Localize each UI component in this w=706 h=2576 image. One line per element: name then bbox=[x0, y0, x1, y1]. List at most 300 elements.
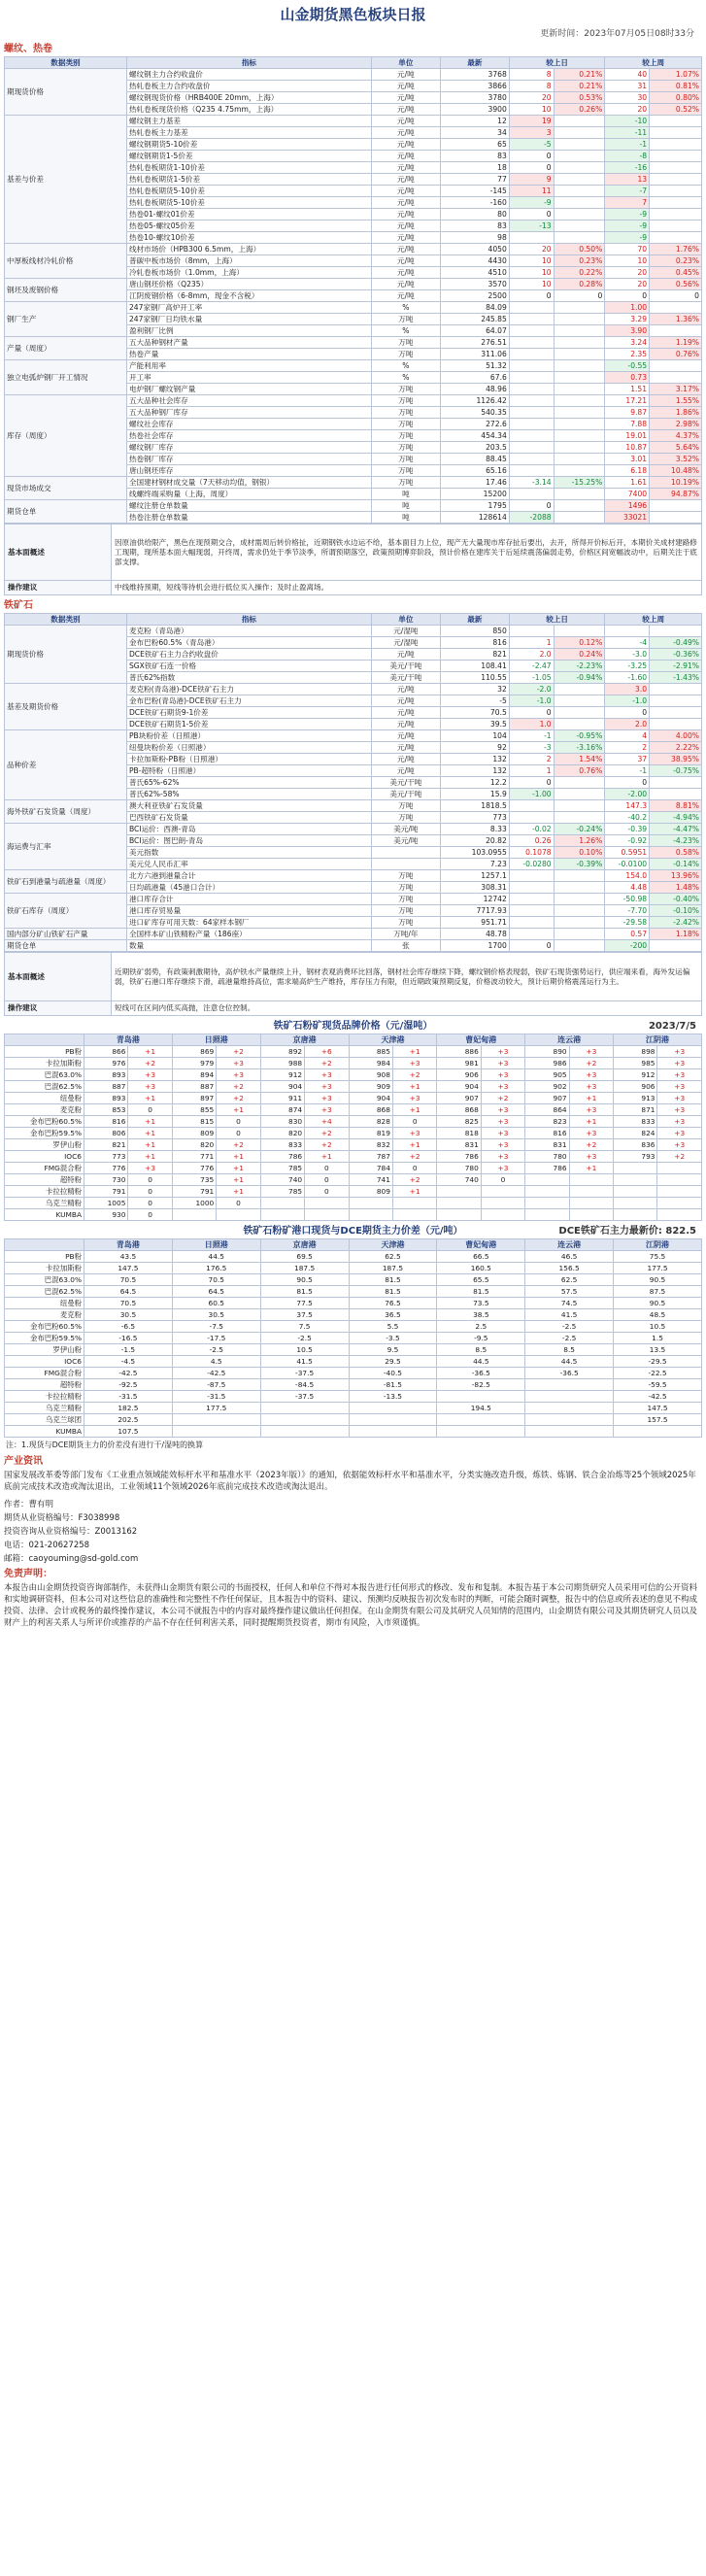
basis-value: 90.5 bbox=[260, 1274, 349, 1286]
port-price bbox=[349, 1198, 392, 1209]
iron-indicator: DCE铁矿石主力合约收盘价 bbox=[126, 649, 371, 661]
rebar-category: 基差与价差 bbox=[5, 116, 127, 244]
iron-wow-abs bbox=[605, 626, 650, 637]
rebar-dod-abs: 0 bbox=[509, 290, 554, 302]
rebar-unit: 元/吨 bbox=[371, 267, 440, 279]
port-brand: 巴混62.5% bbox=[5, 1081, 84, 1093]
iron-category: 海运费与汇率 bbox=[5, 824, 127, 870]
rebar-wow-pct: 1.07% bbox=[650, 69, 702, 81]
port-price: 791 bbox=[84, 1186, 128, 1198]
port-change bbox=[657, 1186, 702, 1198]
port-change bbox=[657, 1198, 702, 1209]
port-change: +3 bbox=[305, 1093, 349, 1104]
rebar-strategy-text: 中线维持预期，短线等待机会进行低位买入操作；及时止盈离场。 bbox=[112, 581, 702, 595]
iron-indicator: 纽曼块粉价差（日照港） bbox=[126, 742, 371, 754]
port-change: +2 bbox=[305, 1139, 349, 1151]
basis-value: 90.5 bbox=[614, 1298, 702, 1309]
rebar-indicator: 热轧卷板主力合约收盘价 bbox=[126, 81, 371, 92]
rebar-wow-abs: 7 bbox=[605, 197, 650, 209]
port-price: 786 bbox=[525, 1163, 569, 1174]
rebar-wow-abs: 7.88 bbox=[605, 419, 650, 430]
rebar-wow-pct bbox=[650, 512, 702, 524]
iron-dod-abs: -2.47 bbox=[509, 661, 554, 672]
iron-wow-abs: -200 bbox=[605, 940, 650, 952]
iron-category: 铁矿石到港量与疏港量（周度） bbox=[5, 870, 127, 894]
port-col-port: 江阴港 bbox=[614, 1034, 702, 1046]
rebar-unit: 元/吨 bbox=[371, 104, 440, 116]
iron-indicator: 进口矿库存可用天数：64家样本钢厂 bbox=[126, 917, 371, 929]
iron-latest: 20.82 bbox=[440, 835, 509, 847]
iron-latest: 821 bbox=[440, 649, 509, 661]
port-price: 791 bbox=[172, 1186, 216, 1198]
port-price bbox=[437, 1198, 481, 1209]
iron-unit: 万吨 bbox=[371, 812, 440, 824]
iron-latest: -5 bbox=[440, 695, 509, 707]
iron-basic-label: 基本面概述 bbox=[5, 953, 112, 1001]
port-change: +3 bbox=[128, 1069, 172, 1081]
rebar-wow-abs: 70 bbox=[605, 244, 650, 255]
rebar-unit: 元/吨 bbox=[371, 244, 440, 255]
port-brand: 卡拉加斯粉 bbox=[5, 1058, 84, 1069]
basis-col-port: 天津港 bbox=[349, 1239, 437, 1251]
port-change: +2 bbox=[392, 1151, 436, 1163]
rebar-indicator: 247家钢厂日均铁水量 bbox=[126, 314, 371, 325]
rebar-dod-pct bbox=[554, 349, 605, 360]
rebar-unit: 元/吨 bbox=[371, 290, 440, 302]
iron-unit: 万吨 bbox=[371, 882, 440, 894]
rebar-category: 钢厂生产 bbox=[5, 302, 127, 337]
iron-wow-pct: 8.81% bbox=[650, 800, 702, 812]
rebar-wow-pct: 0.23% bbox=[650, 255, 702, 267]
port-change: 0 bbox=[128, 1104, 172, 1116]
iron-wow-pct: -1.43% bbox=[650, 672, 702, 684]
iron-wow-abs: -1 bbox=[605, 765, 650, 777]
rebar-unit: % bbox=[371, 360, 440, 372]
rebar-indicator: 螺纹钢主力基差 bbox=[126, 116, 371, 127]
rebar-dod-pct bbox=[554, 209, 605, 220]
rebar-table bbox=[4, 56, 702, 524]
basis-value: 36.5 bbox=[349, 1309, 437, 1321]
basis-value bbox=[172, 1414, 260, 1426]
port-price-row bbox=[5, 1186, 702, 1198]
iron-latest: 773 bbox=[440, 812, 509, 824]
iron-category: 品种价差 bbox=[5, 730, 127, 800]
iron-indicator: 港口库存贸易量 bbox=[126, 905, 371, 917]
port-price: 902 bbox=[525, 1081, 569, 1093]
basis-value: -42.5 bbox=[614, 1391, 702, 1403]
rebar-wow-abs: -7 bbox=[605, 186, 650, 197]
iron-row bbox=[5, 800, 702, 812]
rebar-wow-abs: 10.87 bbox=[605, 442, 650, 454]
port-col-port: 日照港 bbox=[172, 1034, 260, 1046]
iron-indicator: DCE铁矿石期货9-1价差 bbox=[126, 707, 371, 719]
basis-value: -40.5 bbox=[349, 1368, 437, 1379]
iron-latest: 132 bbox=[440, 754, 509, 765]
rebar-dod-abs: -13 bbox=[509, 220, 554, 232]
iron-dod-abs bbox=[509, 882, 554, 894]
update-value: 2023年07月05日08时33分 bbox=[584, 29, 694, 39]
port-col-port: 天津港 bbox=[349, 1034, 437, 1046]
port-price: 912 bbox=[260, 1069, 304, 1081]
iron-latest: 12.2 bbox=[440, 777, 509, 789]
author-email[interactable]: 邮箱：caoyouming@sd-gold.com bbox=[4, 1554, 139, 1564]
port-price-row bbox=[5, 1174, 702, 1186]
port-price-row bbox=[5, 1116, 702, 1128]
port-change: 0 bbox=[392, 1116, 436, 1128]
rebar-wow-pct: 3.17% bbox=[650, 384, 702, 395]
basis-value: 1.5 bbox=[614, 1333, 702, 1344]
rebar-latest: 3768 bbox=[440, 69, 509, 81]
iron-indicator: SGX铁矿石连一价格 bbox=[126, 661, 371, 672]
port-change: +3 bbox=[481, 1151, 524, 1163]
basis-row bbox=[5, 1368, 702, 1379]
port-price: 1005 bbox=[84, 1198, 128, 1209]
rebar-wow-abs: -10 bbox=[605, 116, 650, 127]
industry-title: 产业资讯 bbox=[4, 1456, 43, 1467]
rebar-dod-pct bbox=[554, 186, 605, 197]
port-change: +2 bbox=[217, 1093, 260, 1104]
iron-wow-abs: 154.0 bbox=[605, 870, 650, 882]
basis-brand: 罗伊山粉 bbox=[5, 1344, 84, 1356]
port-price bbox=[614, 1163, 657, 1174]
port-price: 904 bbox=[349, 1093, 392, 1104]
iron-dod-abs: -2.0 bbox=[509, 684, 554, 695]
basis-value: -2.5 bbox=[260, 1333, 349, 1344]
rebar-dod-pct bbox=[554, 220, 605, 232]
basis-value: -31.5 bbox=[172, 1391, 260, 1403]
basis-value bbox=[525, 1414, 614, 1426]
port-brand: 乌克兰精粉 bbox=[5, 1198, 84, 1209]
port-change: +2 bbox=[657, 1151, 702, 1163]
port-change: +1 bbox=[128, 1116, 172, 1128]
basis-value: -17.5 bbox=[172, 1333, 260, 1344]
iron-col-latest: 最新 bbox=[440, 614, 509, 626]
port-change: +3 bbox=[481, 1104, 524, 1116]
rebar-unit: 元/吨 bbox=[371, 151, 440, 162]
rebar-wow-pct: 2.98% bbox=[650, 419, 702, 430]
port-change bbox=[305, 1209, 349, 1221]
iron-wow-pct: -2.91% bbox=[650, 661, 702, 672]
port-price: 741 bbox=[349, 1174, 392, 1186]
port-change: +3 bbox=[657, 1058, 702, 1069]
basis-value: -37.5 bbox=[260, 1391, 349, 1403]
rebar-col-latest: 最新 bbox=[440, 57, 509, 69]
rebar-unit: 元/吨 bbox=[371, 92, 440, 104]
iron-dod-abs bbox=[509, 812, 554, 824]
iron-col-unit: 单位 bbox=[371, 614, 440, 626]
rebar-indicator: 线螺终端采购量（上海，周度） bbox=[126, 489, 371, 500]
rebar-dod-pct: 0.22% bbox=[554, 267, 605, 279]
iron-dod-pct: -0.95% bbox=[554, 730, 605, 742]
port-change: +4 bbox=[305, 1116, 349, 1128]
rebar-unit: 元/吨 bbox=[371, 255, 440, 267]
rebar-dod-pct bbox=[554, 325, 605, 337]
rebar-wow-abs: 30 bbox=[605, 92, 650, 104]
iron-wow-abs: 0.5951 bbox=[605, 847, 650, 859]
basis-value: -1.5 bbox=[84, 1344, 173, 1356]
basis-row bbox=[5, 1309, 702, 1321]
basis-col-port: 曹妃甸港 bbox=[437, 1239, 525, 1251]
iron-latest: 132 bbox=[440, 765, 509, 777]
port-price: 776 bbox=[84, 1163, 128, 1174]
iron-dod-pct: -0.24% bbox=[554, 824, 605, 835]
iron-wow-abs: 0.57 bbox=[605, 929, 650, 940]
port-price: 806 bbox=[84, 1128, 128, 1139]
basis-value: 74.5 bbox=[525, 1298, 614, 1309]
port-change bbox=[569, 1186, 613, 1198]
rebar-dod-abs bbox=[509, 430, 554, 442]
basis-value: -3.5 bbox=[349, 1333, 437, 1344]
port-change: +3 bbox=[657, 1116, 702, 1128]
rebar-dod-pct bbox=[554, 162, 605, 174]
port-change: +3 bbox=[569, 1128, 613, 1139]
iron-wow-pct bbox=[650, 695, 702, 707]
rebar-dod-abs bbox=[509, 419, 554, 430]
disclaimer-title: 免责声明： bbox=[4, 1569, 52, 1579]
rebar-wow-abs: 33021 bbox=[605, 512, 650, 524]
iron-unit bbox=[371, 859, 440, 870]
rebar-indicator: 普碳中板市场价（8mm，上海） bbox=[126, 255, 371, 267]
port-change: +2 bbox=[392, 1069, 436, 1081]
iron-indicator: BCI运价：西澳-青岛 bbox=[126, 824, 371, 835]
port-price bbox=[525, 1209, 569, 1221]
port-change: +3 bbox=[392, 1093, 436, 1104]
rebar-dod-abs bbox=[509, 407, 554, 419]
basis-value: -29.5 bbox=[614, 1356, 702, 1368]
basis-brand: 卡拉拉精粉 bbox=[5, 1391, 84, 1403]
port-price: 771 bbox=[172, 1151, 216, 1163]
iron-wow-pct: -0.14% bbox=[650, 859, 702, 870]
basis-value: 57.5 bbox=[525, 1286, 614, 1298]
rebar-wow-pct: 1.76% bbox=[650, 244, 702, 255]
iron-unit: 美元/干吨 bbox=[371, 672, 440, 684]
rebar-dod-abs: 20 bbox=[509, 244, 554, 255]
rebar-dod-abs: 8 bbox=[509, 69, 554, 81]
port-price: 836 bbox=[614, 1139, 657, 1151]
port-change: 0 bbox=[128, 1186, 172, 1198]
iron-category: 期货仓单 bbox=[5, 940, 127, 952]
rebar-indicator: 螺纹钢期货1-5价差 bbox=[126, 151, 371, 162]
port-brand: 超特粉 bbox=[5, 1174, 84, 1186]
basis-value: 73.5 bbox=[437, 1298, 525, 1309]
iron-dod-abs: -1.05 bbox=[509, 672, 554, 684]
basis-value: 8.5 bbox=[525, 1344, 614, 1356]
rebar-dod-pct bbox=[554, 314, 605, 325]
rebar-latest: 2500 bbox=[440, 290, 509, 302]
basis-value: 41.5 bbox=[260, 1356, 349, 1368]
dce-latest-label: DCE铁矿石主力最新价: bbox=[558, 1226, 662, 1237]
rebar-wow-abs: -1 bbox=[605, 139, 650, 151]
rebar-wow-abs: 9.87 bbox=[605, 407, 650, 419]
port-price: 887 bbox=[172, 1081, 216, 1093]
rebar-unit: 万吨 bbox=[371, 465, 440, 477]
port-price bbox=[525, 1186, 569, 1198]
rebar-indicator: 螺纹钢主力合约收盘价 bbox=[126, 69, 371, 81]
basis-value: 46.5 bbox=[525, 1251, 614, 1263]
iron-row bbox=[5, 870, 702, 882]
rebar-wow-pct: 0.52% bbox=[650, 104, 702, 116]
iron-latest: 15.9 bbox=[440, 789, 509, 800]
rebar-unit: 元/吨 bbox=[371, 220, 440, 232]
iron-latest: 48.78 bbox=[440, 929, 509, 940]
rebar-unit: 元/吨 bbox=[371, 69, 440, 81]
port-price bbox=[260, 1198, 304, 1209]
port-price: 976 bbox=[84, 1058, 128, 1069]
basis-value: -42.5 bbox=[172, 1368, 260, 1379]
basis-value: -4.5 bbox=[84, 1356, 173, 1368]
rebar-latest: 65 bbox=[440, 139, 509, 151]
rebar-strategy-label: 操作建议 bbox=[5, 581, 112, 595]
port-price: 986 bbox=[525, 1058, 569, 1069]
iron-row bbox=[5, 929, 702, 940]
port-change: 0 bbox=[128, 1198, 172, 1209]
port-price: 816 bbox=[525, 1128, 569, 1139]
rebar-unit: 万吨 bbox=[371, 395, 440, 407]
iron-dod-abs bbox=[509, 917, 554, 929]
rebar-row bbox=[5, 337, 702, 349]
port-brand: 卡拉拉精粉 bbox=[5, 1186, 84, 1198]
port-change: +3 bbox=[657, 1081, 702, 1093]
basis-brand: 麦克粉 bbox=[5, 1309, 84, 1321]
disclaimer-text: 本报告由山金期货投资咨询部制作，未获得山金期货有限公司的书面授权，任何人和单位不得对本报告进行任何形式的修改、发布和复制。本报告基于本公司期货研究人员采用可信的公开资料和实地调研资料，但本公司对这些信息的准确性和完整性不作任何保证，且本报告中的资料、建议、预测均反映报告初次发布时的判断，可能会随时调整，报告中的信息或所表述的意见不构成投资、法律、会计或税务的最终操作建议，本公司不就报告中的内容对最终操作建议做出任何担保。在山金期货有限公司及其研究人员知情的范围内，山金期货有限公司及其期货研究人员以及财产上的利害关系人与所评价或推荐的产品不存在任何利害关系，同时提醒期货投资者，期市有风险，入市须谨慎。 bbox=[4, 1583, 698, 1628]
iron-wow-abs: -50.98 bbox=[605, 894, 650, 905]
port-price: 981 bbox=[437, 1058, 481, 1069]
rebar-latest: 80 bbox=[440, 209, 509, 220]
basis-row bbox=[5, 1286, 702, 1298]
port-price: 874 bbox=[260, 1104, 304, 1116]
basis-value bbox=[349, 1426, 437, 1438]
rebar-dod-abs: 0 bbox=[509, 151, 554, 162]
rebar-wow-abs: -9 bbox=[605, 232, 650, 244]
port-price bbox=[614, 1209, 657, 1221]
basis-row bbox=[5, 1344, 702, 1356]
port-price: 828 bbox=[349, 1116, 392, 1128]
basis-value: -2.5 bbox=[525, 1333, 614, 1344]
iron-indicator: 港口库存合计 bbox=[126, 894, 371, 905]
port-brand: 麦克粉 bbox=[5, 1104, 84, 1116]
iron-unit: 美元/吨 bbox=[371, 824, 440, 835]
basis-value: 187.5 bbox=[349, 1263, 437, 1274]
basis-value: 38.5 bbox=[437, 1309, 525, 1321]
rebar-category: 期现货价格 bbox=[5, 69, 127, 116]
basis-value: 60.5 bbox=[172, 1298, 260, 1309]
industry-text: 国家发展改革委等部门发布《工业重点领域能效标杆水平和基准水平（2023年版）》的通知，依据能效标杆水平和基准水平，分类实施改造升级，炼铁、炼钢、铁合金冶炼等25个领域2025年底前完成技术改造或淘汰退出，工业领域11个领域2026年底前完成技术改造或淘汰退出。 bbox=[4, 1471, 696, 1492]
rebar-indicator: 唐山钢坯库存 bbox=[126, 465, 371, 477]
iron-wow-abs: 0 bbox=[605, 707, 650, 719]
basis-value bbox=[260, 1414, 349, 1426]
rebar-unit: 万吨 bbox=[371, 477, 440, 489]
rebar-wow-pct: 1.36% bbox=[650, 314, 702, 325]
port-price: 897 bbox=[172, 1093, 216, 1104]
iron-indicator: 麦克粉(青岛港)-DCE铁矿石主力 bbox=[126, 684, 371, 695]
iron-wow-pct bbox=[650, 940, 702, 952]
report-footer bbox=[4, 1456, 702, 1629]
port-brand: 纽曼粉 bbox=[5, 1093, 84, 1104]
rebar-latest: 4430 bbox=[440, 255, 509, 267]
rebar-dod-pct bbox=[554, 419, 605, 430]
rebar-wow-pct bbox=[650, 186, 702, 197]
port-change: +1 bbox=[392, 1186, 436, 1198]
port-change: +3 bbox=[481, 1163, 524, 1174]
port-col-port: 青岛港 bbox=[84, 1034, 173, 1046]
rebar-latest: 454.34 bbox=[440, 430, 509, 442]
port-price: 894 bbox=[172, 1069, 216, 1081]
rebar-indicator: 全国建材钢材成交量（7天移动均值，钢银） bbox=[126, 477, 371, 489]
port-price: 832 bbox=[349, 1139, 392, 1151]
port-change: +3 bbox=[569, 1151, 613, 1163]
port-price bbox=[437, 1209, 481, 1221]
basis-value: 4.5 bbox=[172, 1356, 260, 1368]
iron-row bbox=[5, 940, 702, 952]
rebar-wow-abs: 7400 bbox=[605, 489, 650, 500]
basis-brand: 乌克兰球团 bbox=[5, 1414, 84, 1426]
rebar-dod-pct bbox=[554, 139, 605, 151]
basis-value: 90.5 bbox=[614, 1274, 702, 1286]
iron-latest: 7717.93 bbox=[440, 905, 509, 917]
basis-value: 182.5 bbox=[84, 1403, 173, 1414]
port-change: 0 bbox=[128, 1174, 172, 1186]
iron-category: 基差及期货价格 bbox=[5, 684, 127, 730]
basis-row bbox=[5, 1379, 702, 1391]
rebar-dod-pct bbox=[554, 442, 605, 454]
port-change: 0 bbox=[217, 1116, 260, 1128]
rebar-dod-abs: 10 bbox=[509, 279, 554, 290]
basis-brand: 卡拉加斯粉 bbox=[5, 1263, 84, 1274]
port-brand: 罗伊山粉 bbox=[5, 1139, 84, 1151]
rebar-wow-abs: 0 bbox=[605, 290, 650, 302]
basis-value: 29.5 bbox=[349, 1356, 437, 1368]
port-price: 780 bbox=[437, 1163, 481, 1174]
basis-brand: KUMBA bbox=[5, 1426, 84, 1438]
port-price-row bbox=[5, 1093, 702, 1104]
rebar-wow-pct bbox=[650, 174, 702, 186]
rebar-dod-abs: 10 bbox=[509, 104, 554, 116]
iron-dod-abs bbox=[509, 626, 554, 637]
basis-value: 2.5 bbox=[437, 1321, 525, 1333]
iron-dod-abs bbox=[509, 929, 554, 940]
iron-wow-abs: -2.00 bbox=[605, 789, 650, 800]
iron-dod-abs: -0.02 bbox=[509, 824, 554, 835]
rebar-unit: 元/吨 bbox=[371, 139, 440, 151]
port-price-title bbox=[4, 1020, 702, 1034]
iron-wow-abs: -1.0 bbox=[605, 695, 650, 707]
port-change: +3 bbox=[657, 1069, 702, 1081]
basis-brand: 金布巴粉60.5% bbox=[5, 1321, 84, 1333]
rebar-wow-pct: 5.64% bbox=[650, 442, 702, 454]
port-change: +3 bbox=[657, 1046, 702, 1058]
rebar-dod-pct bbox=[554, 372, 605, 384]
iron-strategy-label: 操作建议 bbox=[5, 1001, 112, 1016]
port-change: +2 bbox=[392, 1174, 436, 1186]
port-price: 853 bbox=[84, 1104, 128, 1116]
port-price: 776 bbox=[172, 1163, 216, 1174]
rebar-latest: -160 bbox=[440, 197, 509, 209]
rebar-unit: 万吨 bbox=[371, 384, 440, 395]
rebar-wow-abs: 1.51 bbox=[605, 384, 650, 395]
iron-wow-pct: 1.48% bbox=[650, 882, 702, 894]
rebar-dod-abs bbox=[509, 465, 554, 477]
iron-dod-abs: 0 bbox=[509, 940, 554, 952]
rebar-latest: 83 bbox=[440, 151, 509, 162]
port-change: +3 bbox=[217, 1058, 260, 1069]
rebar-dod-pct bbox=[554, 337, 605, 349]
port-price: 912 bbox=[614, 1069, 657, 1081]
basis-value bbox=[437, 1391, 525, 1403]
port-change bbox=[305, 1198, 349, 1209]
iron-row bbox=[5, 626, 702, 637]
port-change bbox=[569, 1174, 613, 1186]
port-price-row bbox=[5, 1081, 702, 1093]
